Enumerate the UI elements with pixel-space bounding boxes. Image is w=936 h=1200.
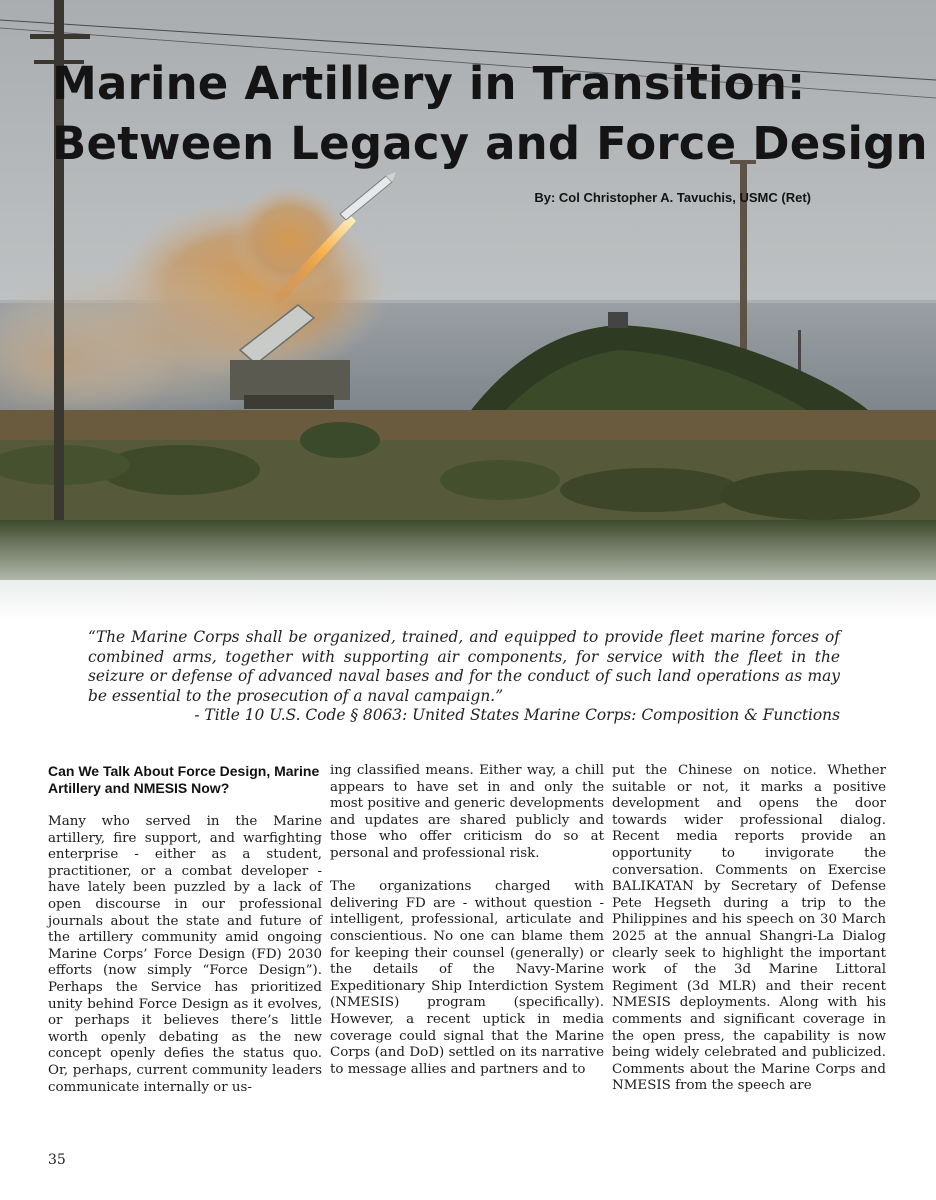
column-1 [48,763,322,1096]
column-2 [330,763,604,1078]
paragraph: ing classified means. Either way, a chill appears to have set in and only the most positive and generic developments and updates are shared publicly and those who offer criticism do so at personal and professional risk. [330,763,604,861]
section-heading: Can We Talk About Force Design, Marine Artillery and NMESIS Now? [48,763,320,796]
title-line-2: Between Legacy and Force Design [52,117,928,170]
title-line-1: Marine Artillery in Transition: [52,57,806,110]
paragraph: The organizations charged with delivering FD are - without question - intelligent, professional, articulate and conscientious. No one can blame them for keeping their counsel (generally) or the details of the Navy-Marine Expeditionary Ship Interdiction System (NMESIS) program (specifically). However, a recent uptick in media coverage could signal that the Marine Corps (and DoD) settled on its narrative to message allies and partners and to [330,879,604,1077]
epigraph-attribution: - Title 10 U.S. Code § 8063: United States Marine Corps: Composition & Functions [194,706,840,724]
article-title [52,54,928,174]
epigraph [88,628,840,726]
page-number: 35 [48,1152,66,1168]
paragraph: put the Chinese on notice. Whether suitable or not, it marks a positive development and opens the door towards wider professional dialog. Recent media reports provide an opportunity to invigorate the conversation. Comments on Exercise BALIKATAN by Secretary of Defense Pete Hegseth during a trip to the Philippines and his speech on 30 March 2025 at the annual Shangri-La Dialog clearly seek to highlight the important work of the 3d Marine Littoral Regiment (3d MLR) and their recent NMESIS deployments. Along with his comments and significant coverage in the open press, the capability is now being widely celebrated and publicized. Comments about the Marine Corps and NMESIS from the speech are [612,763,886,1094]
paragraph: Many who served in the Marine artillery, fire support, and warfighting enterprise - either as a student, practitioner, or a combat developer - have lately been puzzled by a lack of open discourse in our professional journals about the state and future of the artillery community amid ongoing Marine Corps’ Force Design (FD) 2030 efforts (now simply “Force Design”). Perhaps the Service has prioritized unity behind Force Design as it evolves, or perhaps it believes there’s little worth openly debating as the new concept openly defies the status quo. Or, perhaps, current community leaders communicate internally or us- [48,814,322,1095]
byline: By: Col Christopher A. Tavuchis, USMC (Ret) [534,190,811,205]
column-3 [612,763,886,1095]
epigraph-quote: “The Marine Corps shall be organized, trained, and equipped to provide fleet marine forces of combined arms, together with supporting air components, for service with the fleet in the seizure or defense of advanced naval bases and for the conduct of such land operations as may be essential to the prosecution of a naval campaign.” [88,628,840,705]
